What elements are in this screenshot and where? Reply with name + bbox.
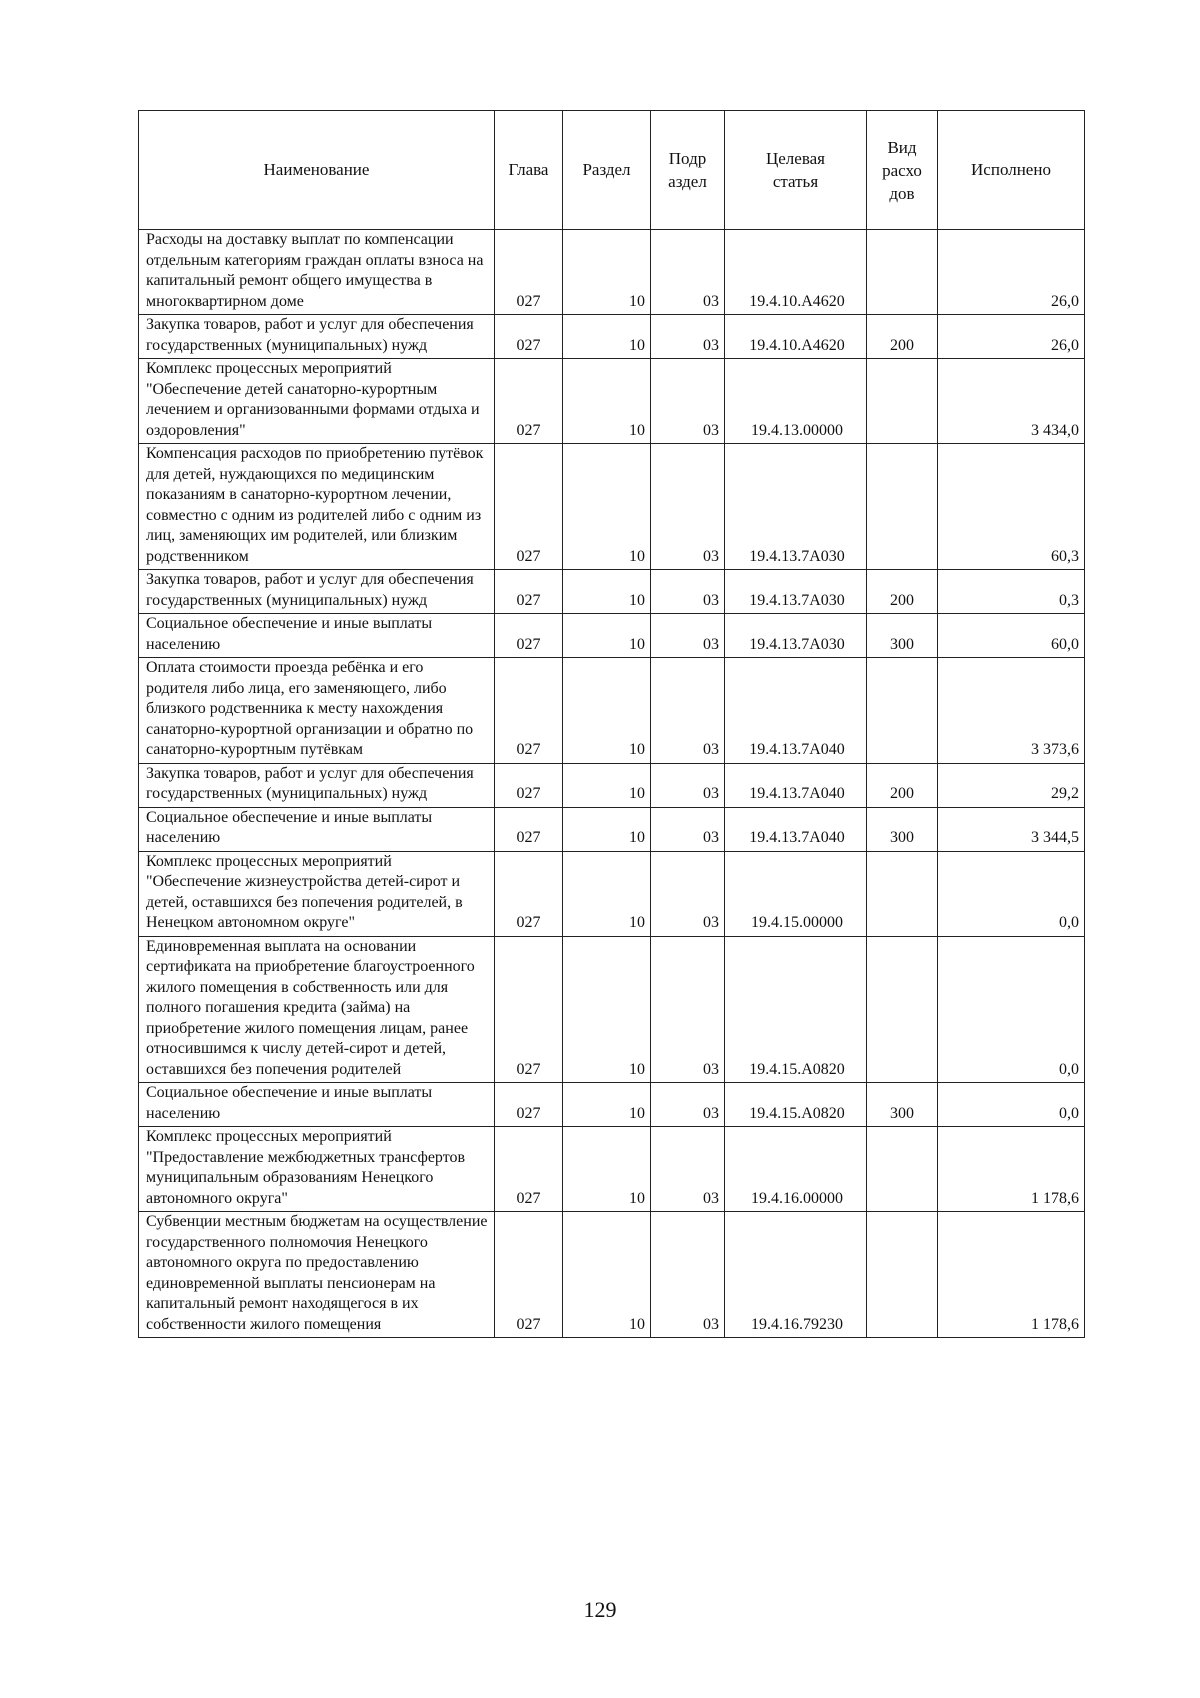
cell-executed: 60,3: [938, 444, 1085, 570]
cell-section: 10: [563, 359, 651, 444]
cell-executed: 26,0: [938, 315, 1085, 359]
cell-target: 19.4.15.00000: [725, 851, 867, 936]
cell-name: Закупка товаров, работ и услуг для обеспечения государственных (муниципальных) нужд: [139, 570, 495, 614]
cell-chapter: 027: [495, 1212, 563, 1338]
header-executed: Исполнено: [938, 111, 1085, 230]
cell-section: 10: [563, 1212, 651, 1338]
table-row: [139, 230, 1085, 315]
cell-chapter: 027: [495, 851, 563, 936]
cell-section: 10: [563, 230, 651, 315]
header-target: Целевая статья: [725, 111, 867, 230]
cell-target: 19.4.10.А4620: [725, 315, 867, 359]
cell-name: Комплекс процессных мероприятий "Предоставление межбюджетных трансфертов муниципальным образованиям Ненецкого автономного округа": [139, 1127, 495, 1212]
cell-subsection: 03: [651, 807, 725, 851]
cell-name: Социальное обеспечение и иные выплаты населению: [139, 614, 495, 658]
table-row: [139, 570, 1085, 614]
cell-executed: 1 178,6: [938, 1212, 1085, 1338]
table-row: [139, 315, 1085, 359]
cell-target: 19.4.16.00000: [725, 1127, 867, 1212]
cell-chapter: 027: [495, 315, 563, 359]
cell-subsection: 03: [651, 570, 725, 614]
cell-target: 19.4.13.7А040: [725, 763, 867, 807]
table-row: [139, 444, 1085, 570]
cell-chapter: 027: [495, 614, 563, 658]
table-row: [139, 1212, 1085, 1338]
cell-target: 19.4.10.А4620: [725, 230, 867, 315]
cell-name: Комплекс процессных мероприятий "Обеспечение жизнеустройства детей-сирот и детей, оставшихся без попечения родителей, в Ненецком автономном округе": [139, 851, 495, 936]
cell-executed: 3 434,0: [938, 359, 1085, 444]
cell-subsection: 03: [651, 359, 725, 444]
cell-kind: [867, 359, 938, 444]
cell-executed: 60,0: [938, 614, 1085, 658]
cell-subsection: 03: [651, 444, 725, 570]
cell-chapter: 027: [495, 936, 563, 1083]
cell-name: Комплекс процессных мероприятий "Обеспечение детей санаторно-курортным лечением и организованными формами отдыха и оздоровления": [139, 359, 495, 444]
budget-table: [138, 110, 1085, 1338]
cell-section: 10: [563, 614, 651, 658]
cell-name: Социальное обеспечение и иные выплаты населению: [139, 1083, 495, 1127]
cell-chapter: 027: [495, 570, 563, 614]
header-kind: Вид расхо дов: [867, 111, 938, 230]
header-chapter: Глава: [495, 111, 563, 230]
table-row: [139, 807, 1085, 851]
cell-chapter: 027: [495, 763, 563, 807]
cell-name: Оплата стоимости проезда ребёнка и его родителя либо лица, его заменяющего, либо близкого родственника к месту нахождения санаторно-курортной организации и обратно по санаторно-курортным путёвкам: [139, 658, 495, 764]
cell-target: 19.4.13.7А040: [725, 658, 867, 764]
table-row: [139, 1083, 1085, 1127]
cell-executed: 26,0: [938, 230, 1085, 315]
cell-name: Субвенции местным бюджетам на осуществление государственного полномочия Ненецкого автономного округа по предоставлению единовременной выплаты пенсионерам на капитальный ремонт находящегося в их собственности жилого помещения: [139, 1212, 495, 1338]
cell-kind: [867, 658, 938, 764]
cell-target: 19.4.13.7А040: [725, 807, 867, 851]
cell-chapter: 027: [495, 1127, 563, 1212]
table-row: [139, 1127, 1085, 1212]
page-number: 129: [583, 1597, 617, 1622]
table-row: [139, 614, 1085, 658]
cell-subsection: 03: [651, 1212, 725, 1338]
cell-kind: [867, 1127, 938, 1212]
table-row: [139, 936, 1085, 1083]
cell-kind: [867, 444, 938, 570]
table-row: [139, 763, 1085, 807]
cell-name: Единовременная выплата на основании сертификата на приобретение благоустроенного жилого помещения в собственность или для полного погашения кредита (займа) на приобретение жилого помещения лицам, ранее относившимся к числу детей-сирот и детей, оставшихся без попечения родителей: [139, 936, 495, 1083]
cell-name: Социальное обеспечение и иные выплаты населению: [139, 807, 495, 851]
table-header-row: [139, 111, 1085, 230]
cell-executed: 0,0: [938, 1083, 1085, 1127]
cell-chapter: 027: [495, 444, 563, 570]
cell-target: 19.4.13.7А030: [725, 570, 867, 614]
cell-executed: 29,2: [938, 763, 1085, 807]
cell-executed: 0,0: [938, 851, 1085, 936]
cell-subsection: 03: [651, 936, 725, 1083]
cell-name: Расходы на доставку выплат по компенсации отдельным категориям граждан оплаты взноса на капитальный ремонт общего имущества в многоквартирном доме: [139, 230, 495, 315]
cell-kind: [867, 936, 938, 1083]
header-subsection: Подр аздел: [651, 111, 725, 230]
cell-section: 10: [563, 936, 651, 1083]
cell-chapter: 027: [495, 359, 563, 444]
cell-subsection: 03: [651, 315, 725, 359]
cell-kind: 300: [867, 807, 938, 851]
table-row: [139, 658, 1085, 764]
cell-chapter: 027: [495, 230, 563, 315]
cell-kind: 200: [867, 763, 938, 807]
table-row: [139, 359, 1085, 444]
cell-section: 10: [563, 1127, 651, 1212]
cell-target: 19.4.15.А0820: [725, 936, 867, 1083]
cell-executed: 3 373,6: [938, 658, 1085, 764]
cell-chapter: 027: [495, 1083, 563, 1127]
cell-target: 19.4.16.79230: [725, 1212, 867, 1338]
cell-executed: 0,3: [938, 570, 1085, 614]
cell-subsection: 03: [651, 614, 725, 658]
cell-subsection: 03: [651, 763, 725, 807]
cell-subsection: 03: [651, 1127, 725, 1212]
cell-subsection: 03: [651, 1083, 725, 1127]
cell-kind: 200: [867, 570, 938, 614]
cell-section: 10: [563, 851, 651, 936]
cell-kind: [867, 851, 938, 936]
cell-target: 19.4.15.А0820: [725, 1083, 867, 1127]
cell-section: 10: [563, 763, 651, 807]
table-row: [139, 851, 1085, 936]
cell-target: 19.4.13.7А030: [725, 614, 867, 658]
cell-name: Компенсация расходов по приобретению путёвок для детей, нуждающихся по медицинским показаниям в санаторно-курортном лечении, совместно с одним из родителей либо с одним из лиц, заменяющих им родителей, или близким родственником: [139, 444, 495, 570]
cell-executed: 3 344,5: [938, 807, 1085, 851]
cell-section: 10: [563, 1083, 651, 1127]
cell-executed: 0,0: [938, 936, 1085, 1083]
cell-chapter: 027: [495, 658, 563, 764]
cell-kind: 300: [867, 1083, 938, 1127]
cell-kind: 300: [867, 614, 938, 658]
cell-kind: [867, 1212, 938, 1338]
header-section: Раздел: [563, 111, 651, 230]
cell-name: Закупка товаров, работ и услуг для обеспечения государственных (муниципальных) нужд: [139, 315, 495, 359]
cell-name: Закупка товаров, работ и услуг для обеспечения государственных (муниципальных) нужд: [139, 763, 495, 807]
cell-chapter: 027: [495, 807, 563, 851]
cell-target: 19.4.13.7А030: [725, 444, 867, 570]
cell-subsection: 03: [651, 851, 725, 936]
cell-executed: 1 178,6: [938, 1127, 1085, 1212]
cell-section: 10: [563, 315, 651, 359]
cell-section: 10: [563, 658, 651, 764]
cell-kind: [867, 230, 938, 315]
cell-section: 10: [563, 444, 651, 570]
cell-section: 10: [563, 807, 651, 851]
table-body: [139, 230, 1085, 1338]
cell-target: 19.4.13.00000: [725, 359, 867, 444]
cell-section: 10: [563, 570, 651, 614]
header-name: Наименование: [139, 111, 495, 230]
cell-subsection: 03: [651, 230, 725, 315]
cell-subsection: 03: [651, 658, 725, 764]
cell-kind: 200: [867, 315, 938, 359]
